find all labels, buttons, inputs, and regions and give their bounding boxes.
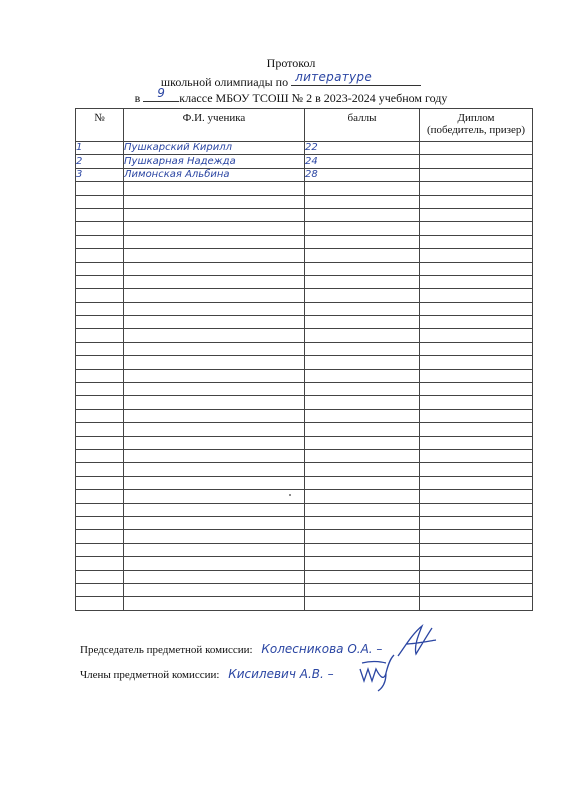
chair-name-handwritten: Колесникова О.А. –	[261, 642, 383, 656]
members-label: Члены предметной комиссии:	[80, 669, 220, 681]
cell-student-name	[124, 302, 305, 315]
table-row	[76, 516, 533, 529]
table-row	[76, 436, 533, 449]
cell-student-name	[124, 262, 305, 275]
cell-score	[305, 262, 420, 275]
cell-student-name	[124, 182, 305, 195]
cell-score	[305, 342, 420, 355]
cell-student-name	[124, 383, 305, 396]
cell-diploma	[420, 570, 533, 583]
cell-score	[305, 383, 420, 396]
members-signature-icon	[356, 651, 398, 693]
cell-diploma	[420, 436, 533, 449]
cell-number	[76, 262, 124, 275]
cell-diploma	[420, 490, 533, 503]
cell-student-name: Пушкарная Надежда	[124, 155, 305, 168]
table-row	[76, 423, 533, 436]
cell-student-name	[124, 570, 305, 583]
cell-diploma	[420, 182, 533, 195]
cell-number: 1	[76, 142, 124, 155]
header-line-olympiad	[0, 72, 582, 89]
cell-diploma	[420, 583, 533, 596]
olympiad-label: школьной олимпиады по	[160, 75, 289, 89]
cell-number	[76, 182, 124, 195]
cell-student-name	[124, 396, 305, 409]
table-body	[76, 142, 533, 611]
table-row	[76, 329, 533, 342]
cell-number	[76, 208, 124, 221]
cell-student-name	[124, 316, 305, 329]
cell-number	[76, 342, 124, 355]
cell-diploma	[420, 383, 533, 396]
cell-score	[305, 543, 420, 556]
cell-number	[76, 449, 124, 462]
cell-number	[76, 463, 124, 476]
cell-score	[305, 423, 420, 436]
cell-student-name	[124, 583, 305, 596]
cell-diploma	[420, 516, 533, 529]
table-row	[76, 222, 533, 235]
cell-diploma	[420, 369, 533, 382]
table-row	[76, 356, 533, 369]
subject-blank	[291, 72, 421, 86]
table-row	[76, 155, 533, 168]
cell-score	[305, 476, 420, 489]
cell-student-name	[124, 557, 305, 570]
members-signature-line	[80, 668, 334, 682]
cell-number	[76, 195, 124, 208]
cell-score	[305, 302, 420, 315]
cell-score: 22	[305, 142, 420, 155]
col-header-score: баллы	[305, 109, 420, 142]
cell-score	[305, 316, 420, 329]
table-row	[76, 208, 533, 221]
table-row	[76, 543, 533, 556]
cell-number	[76, 570, 124, 583]
cell-student-name	[124, 208, 305, 221]
table-row	[76, 289, 533, 302]
cell-score	[305, 396, 420, 409]
cell-diploma	[420, 543, 533, 556]
cell-student-name	[124, 195, 305, 208]
cell-student-name	[124, 249, 305, 262]
cell-student-name	[124, 222, 305, 235]
cell-score	[305, 249, 420, 262]
grade-blank	[143, 88, 179, 102]
cell-number	[76, 289, 124, 302]
cell-diploma	[420, 423, 533, 436]
cell-student-name	[124, 449, 305, 462]
col-header-diploma: Диплом (победитель, призер)	[420, 109, 533, 142]
cell-score	[305, 490, 420, 503]
table-row	[76, 342, 533, 355]
cell-number: 3	[76, 168, 124, 181]
cell-student-name: Пушкарский Кирилл	[124, 142, 305, 155]
cell-number	[76, 490, 124, 503]
cell-student-name	[124, 369, 305, 382]
col-header-number: №	[76, 109, 124, 142]
cell-score	[305, 356, 420, 369]
table-row	[76, 383, 533, 396]
table-row	[76, 396, 533, 409]
grade-suffix: классе МБОУ ТСОШ № 2 в 2023-2024 учебном году	[179, 91, 448, 105]
cell-diploma	[420, 262, 533, 275]
cell-score	[305, 597, 420, 610]
cell-number	[76, 222, 124, 235]
table-row	[76, 409, 533, 422]
cell-student-name	[124, 490, 305, 503]
table-row	[76, 262, 533, 275]
cell-number	[76, 423, 124, 436]
chair-label: Председатель предметной комиссии:	[80, 644, 253, 656]
cell-number	[76, 396, 124, 409]
cell-diploma	[420, 530, 533, 543]
table-row	[76, 583, 533, 596]
cell-number	[76, 543, 124, 556]
table-row	[76, 275, 533, 288]
cell-number	[76, 249, 124, 262]
table-row	[76, 476, 533, 489]
cell-number	[76, 476, 124, 489]
cell-number	[76, 383, 124, 396]
cell-number	[76, 409, 124, 422]
cell-score	[305, 235, 420, 248]
table-header-row	[76, 109, 533, 142]
cell-score	[305, 449, 420, 462]
cell-student-name: Лимонская Альбина	[124, 168, 305, 181]
cell-diploma	[420, 302, 533, 315]
cell-student-name	[124, 289, 305, 302]
cell-number	[76, 369, 124, 382]
cell-student-name	[124, 516, 305, 529]
cell-score	[305, 409, 420, 422]
cell-student-name	[124, 275, 305, 288]
cell-diploma	[420, 168, 533, 181]
cell-student-name	[124, 356, 305, 369]
table-row	[76, 316, 533, 329]
cell-diploma	[420, 409, 533, 422]
table-row	[76, 369, 533, 382]
cell-number	[76, 436, 124, 449]
cell-diploma	[420, 208, 533, 221]
cell-score	[305, 463, 420, 476]
cell-number	[76, 557, 124, 570]
cell-student-name	[124, 543, 305, 556]
cell-student-name	[124, 476, 305, 489]
cell-diploma	[420, 195, 533, 208]
header-line-grade	[0, 88, 582, 105]
table-row	[76, 463, 533, 476]
table-row	[76, 168, 533, 181]
cell-student-name	[124, 503, 305, 516]
cell-diploma	[420, 275, 533, 288]
cell-diploma	[420, 342, 533, 355]
cell-diploma	[420, 557, 533, 570]
cell-score	[305, 530, 420, 543]
cell-number	[76, 235, 124, 248]
cell-number: 2	[76, 155, 124, 168]
cell-student-name	[124, 409, 305, 422]
cell-diploma	[420, 463, 533, 476]
cell-number	[76, 356, 124, 369]
cell-diploma	[420, 356, 533, 369]
cell-student-name	[124, 329, 305, 342]
cell-score	[305, 583, 420, 596]
members-name-handwritten: Кисилевич А.В. –	[228, 667, 334, 681]
cell-diploma	[420, 503, 533, 516]
results-table	[75, 108, 533, 611]
table-row	[76, 195, 533, 208]
table-row	[76, 449, 533, 462]
document-title: Протокол	[266, 56, 316, 70]
cell-score	[305, 208, 420, 221]
cell-student-name	[124, 597, 305, 610]
cell-number	[76, 583, 124, 596]
cell-number	[76, 530, 124, 543]
cell-student-name	[124, 436, 305, 449]
cell-number	[76, 516, 124, 529]
table-row	[76, 597, 533, 610]
cell-diploma	[420, 329, 533, 342]
chair-signature-icon	[392, 622, 440, 662]
cell-score: 28	[305, 168, 420, 181]
cell-score	[305, 557, 420, 570]
cell-diploma	[420, 316, 533, 329]
cell-score	[305, 182, 420, 195]
cell-diploma	[420, 597, 533, 610]
grade-handwritten: 9	[157, 86, 166, 100]
cell-diploma	[420, 289, 533, 302]
cell-diploma	[420, 396, 533, 409]
cell-score	[305, 570, 420, 583]
cell-score	[305, 369, 420, 382]
cell-student-name	[124, 235, 305, 248]
cell-score	[305, 516, 420, 529]
cell-student-name	[124, 463, 305, 476]
col-header-name: Ф.И. ученика	[124, 109, 305, 142]
cell-diploma	[420, 155, 533, 168]
cell-score: 24	[305, 155, 420, 168]
cell-score	[305, 503, 420, 516]
grade-prefix: в	[134, 91, 141, 105]
table-row	[76, 235, 533, 248]
cell-diploma	[420, 249, 533, 262]
cell-number	[76, 329, 124, 342]
scan-speck	[289, 494, 291, 496]
cell-score	[305, 195, 420, 208]
cell-number	[76, 597, 124, 610]
cell-diploma	[420, 222, 533, 235]
table-row	[76, 530, 533, 543]
cell-diploma	[420, 142, 533, 155]
cell-number	[76, 302, 124, 315]
cell-score	[305, 275, 420, 288]
cell-number	[76, 503, 124, 516]
table-row	[76, 570, 533, 583]
cell-number	[76, 275, 124, 288]
chair-signature-line	[80, 643, 382, 657]
cell-score	[305, 289, 420, 302]
cell-diploma	[420, 476, 533, 489]
cell-diploma	[420, 235, 533, 248]
cell-score	[305, 329, 420, 342]
cell-score	[305, 436, 420, 449]
subject-handwritten: литературе	[295, 70, 373, 84]
table-row	[76, 557, 533, 570]
cell-student-name	[124, 342, 305, 355]
table-row	[76, 503, 533, 516]
cell-number	[76, 316, 124, 329]
cell-student-name	[124, 423, 305, 436]
table-row	[76, 249, 533, 262]
cell-diploma	[420, 449, 533, 462]
cell-score	[305, 222, 420, 235]
table-row	[76, 182, 533, 195]
table-row	[76, 302, 533, 315]
table-row	[76, 142, 533, 155]
table-row	[76, 490, 533, 503]
cell-student-name	[124, 530, 305, 543]
